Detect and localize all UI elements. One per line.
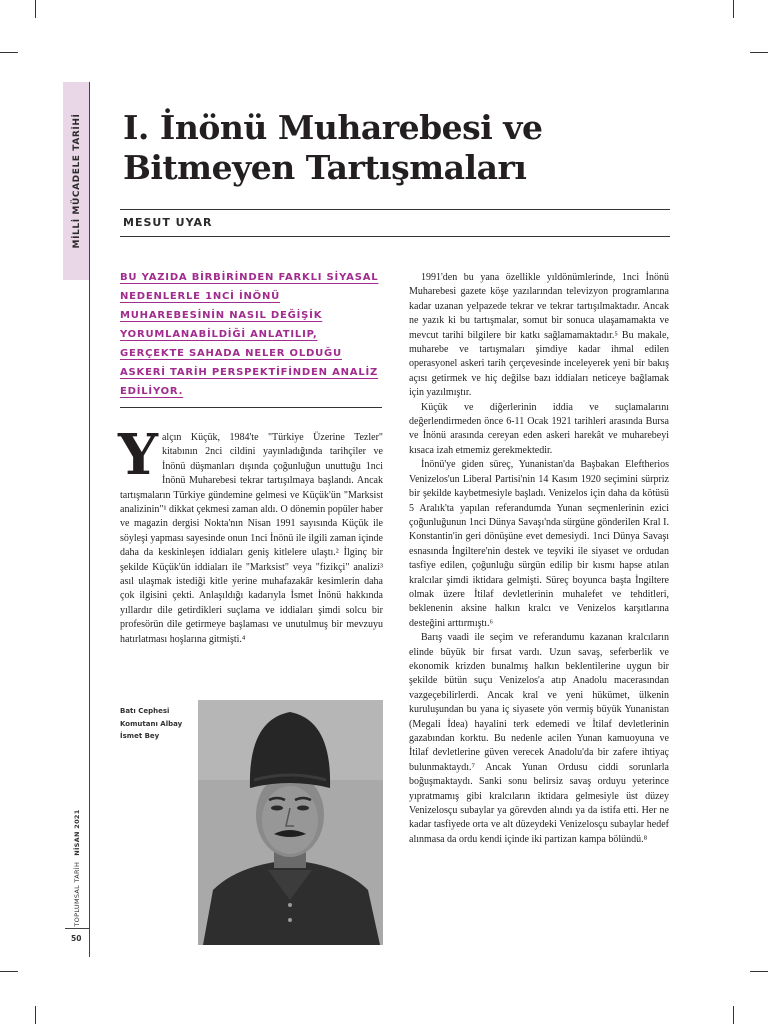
paragraph: İnönü'ye giden süreç, Yunanistan'da Başbakan Eleftherios Venizelos'un Liberal Partisi'nin 14 Kasım 1920 seçimini sürpriz bir şekilde kaybetmesiyle başladı. Venizelos için daha da kötüsü 5 Aralık'ta yapılan referandumda Yunan seçmenlerinin ezici çoğunluğunun 1nci Dünya Savaşı'nda sürgüne gönderilen Kral I. Konstantin'in geri dönüşüne evet demesiydi. 1nci Dünya Savaşı esnasında İngiltere'nin destek ve teşviki ile siyaset ve ordudan tasfiye edilen, çoğunluğu sürgün edilip bir kısmı hapse atılan kralcılar şimdi iktidara gelmişti. Süreç boyunca başta İngiltere olmak üzere İtilaf devletlerinin muhalefet ve tehditleri, beklenenin aksine halkın kralcı ve Venizelos karşıtlarına desteğini arttırmıştı.⁶ (409, 459, 669, 629)
title-line-1: I. İnönü Muharebesi ve (123, 108, 543, 147)
magazine-name: TOPLUMSAL TARİH (73, 861, 81, 927)
crop-mark (35, 0, 36, 18)
crop-mark (0, 971, 18, 972)
margin-rule (89, 82, 90, 957)
lede-rule (120, 407, 382, 408)
photo-caption (120, 705, 200, 743)
portrait-illustration (198, 700, 383, 945)
page-number: 50 (71, 934, 82, 943)
title-rule (120, 209, 670, 210)
crop-mark (733, 1006, 734, 1024)
magazine-footer (73, 809, 81, 926)
crop-mark (35, 1006, 36, 1024)
article-title (123, 108, 583, 188)
section-label: MİLLİ MÜCADELE TARİHİ (71, 113, 82, 249)
caption-line-3: İsmet Bey (120, 732, 160, 740)
right-column (409, 271, 669, 847)
author-name: MESUT UYAR (123, 216, 213, 229)
drop-cap: Y (118, 422, 158, 488)
portrait-photo (198, 700, 383, 945)
paragraph: Küçük ve diğerlerinin iddia ve suçlamalarını değerlendirmeden önce 6-11 Ocak 1921 tarihleri arasında Bursa ve İnönü arasında cereyan eden askeri harekât ve muharebeyi kısaca izah etmemiz gerekmektedir. (409, 401, 669, 456)
crop-mark (750, 971, 768, 972)
paragraph (118, 422, 383, 647)
crop-mark (733, 0, 734, 18)
issue-date: NİSAN 2021 (73, 809, 81, 856)
caption-line-2: Komutanı Albay (120, 719, 183, 728)
left-column (118, 422, 383, 647)
caption-line-1: Batı Cephesi (120, 707, 170, 715)
author-rule (120, 236, 670, 237)
lede-text: BU YAZIDA BİRBİRİNDEN FARKLI SİYASAL NEDENLERLE 1NCİ İNÖNÜ MUHAREBESİNİN NASIL DEĞİŞİK YORUMLANABİLDİĞİ ANLATILIP, GERÇEKTE SAHADA NELER OLDUĞU ASKERİ TARİH PERSPEKTİFİNDEN ANALİZ EDİLİYOR. (120, 272, 379, 397)
crop-mark (0, 52, 18, 53)
paragraph: Barış vaadi ile seçim ve referandumu kazanan kralcıların elinde büyük bir fırsat vardı. Uzun savaş, seferberlik ve ekonomik krizden bunalmış halkın beklentilerine uygun bir şekilde bütün suçu Venizelos'a atıp Anadolu macerasından vazgeçebilirlerdi. Ancak kral ve yeni hükümet, ülkenin kuruluşundan bu yana iç siyasete yön vermiş büyük Yunanistan (Megali İdea) hayalini terk edemedi ve İtilaf devletlerinin gazabından korktu. Bu nedenle acilen Yunan kamuoyuna ve İtilaf devletlerine güven verecek Anadolu'da bir zafere ihtiyaç bulunmaktaydı.⁷ Ancak Yunan Ordusu ciddi sorunlarla boğuşmaktaydı. Sanki sonu belirsiz savaş orduyu yeterince yıpratmamış gibi kralcıların iktidara gelmesiyle üst düzey Venizelosçu subaylar ya görevden alındı ya da istifa etti. Her ne kadar tasfiyede orta ve alt düzeydeki Venizelosçu subaylar hedef alınmasa da ordu kendi içinde iki partizan kampa bölündü.⁸ (409, 632, 669, 845)
section-tab (63, 82, 90, 280)
paragraph: 1991'den bu yana özellikle yıldönümlerinde, 1nci İnönü Muharebesi gazete köşe yazılarından televizyon programlarına kadar uzanan yelpazede tekrar ve tekrar tartışılmaktadır. Ancak ne yazık ki bu tartışmalar, somut bir sonuca ulaşamamakta ve mevcut tarihi bilgilere bir katkı sağlamamaktadır.⁵ Bu makale, muharebe ve tartışmaları şimdiye kadar ihmal edilen operasyonel askeri tarih çerçevesinde inceleyerek yeni bir bakış açısı getirmek ve hiç değilse bazı iddiaları neticeye bağlamak için yazılmıştır. (409, 272, 669, 399)
paragraph-text: alçın Küçük, 1984'te "Türkiye Üzerine Tezler" kitabının 2nci cildini yayınladığında tarihçiler ve İnönü düşmanları dışında çoğunluğun unuttuğu 1nci İnönü Muharebesi tekrar tartışılmaya başlandı. Ancak tartışmaların Türkiye gündemine gelmesi ve Küçük'ün "Marksist analizinin"¹ dikkat çekmesi zaman aldı. O dönemin popüler haber ve magazin dergisi Nokta'nın Nisan 1991 sayısında Küçük ile söyleşi yapması sayesinde onun 1nci İnönü ile ilgili zaman içinde daha da keskinleşen iddiaları geniş kitlelere ulaştı.² İlginç bir şekilde Küçük'ün iddiaları ile "Marksist" veya "fizikçi" analizi³ asıl ulaşmak istediği kitle yerine muhafazakâr kesimlerin daha çok ilgisini çekti. Anlaşıldığı kadarıyla İsmet İnönü hakkında yıllardır dile getirdikleri suçlama ve iddiaları şimdi solcu bir profesörün dile getirmeye başlaması ve unutulmuş bir mevzuyu hatırlatması hoşlarına gitmişti.⁴ (120, 432, 383, 645)
page-number-rule (65, 928, 89, 929)
title-line-2: Bitmeyen Tartışmaları (123, 148, 527, 187)
crop-mark (750, 52, 768, 53)
